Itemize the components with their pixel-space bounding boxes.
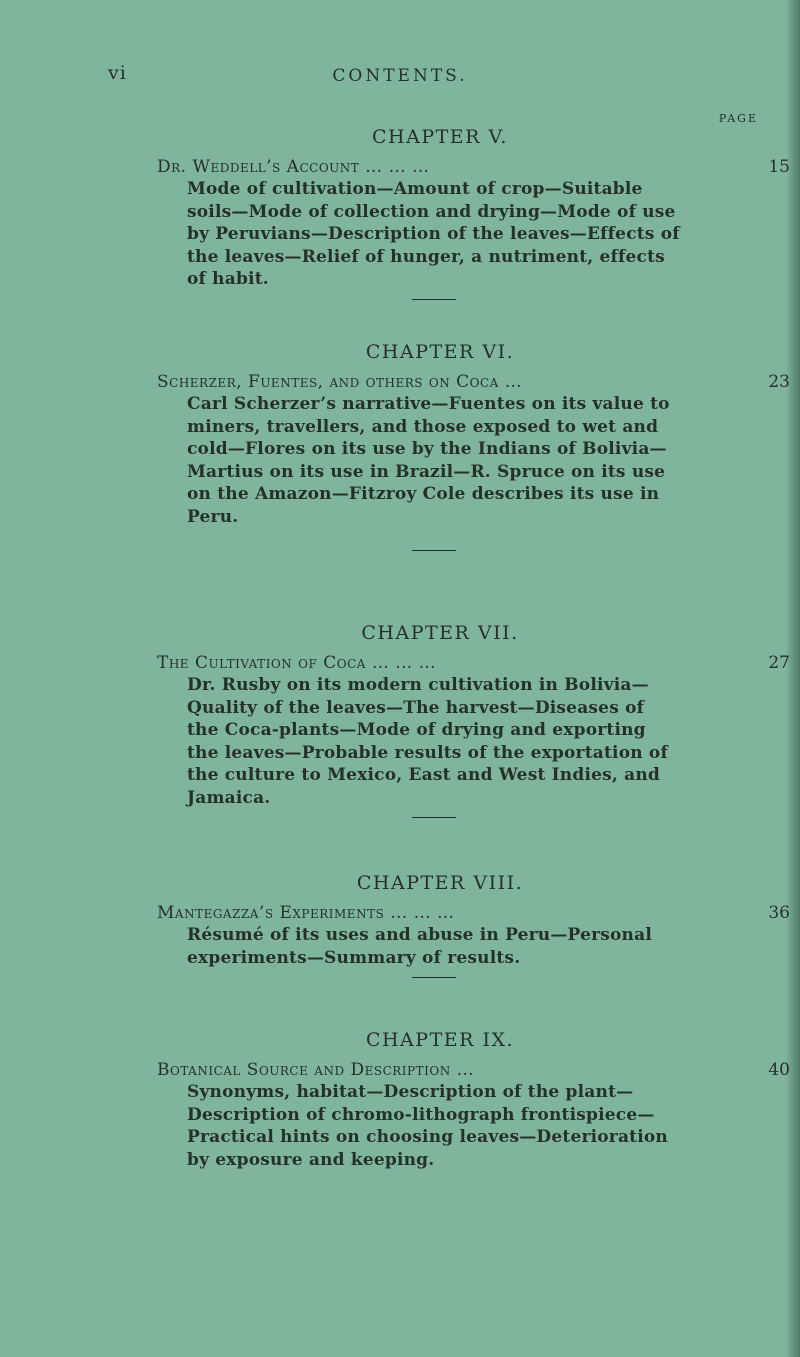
toc-entry (157, 902, 790, 924)
entry-page-number: 23 (768, 372, 790, 392)
entry-title: The Cultivation of Coca … … … (157, 653, 437, 673)
chapter-title: CHAPTER VIII. (356, 872, 524, 894)
entry-page-number: 15 (768, 157, 790, 177)
chapter-title: CHAPTER VI. (365, 341, 515, 363)
chapter-title: CHAPTER VII. (361, 622, 519, 644)
toc-entry (157, 652, 790, 674)
section-rule (412, 550, 456, 551)
chapter-title: CHAPTER V. (372, 126, 508, 148)
entry-title: Scherzer, Fuentes, and others on Coca … (157, 372, 523, 392)
entry-page-number: 36 (768, 903, 790, 923)
chapter-summary: Carl Scherzer’s narrative—Fuentes on its value to miners, travellers, and those exposed to wet and cold—Flores on its use by the Indians of Bolivia—Martius on its use in Brazil—R. Spruce on its use on the Amazon—Fitzroy Cole describes its use in Peru. (187, 394, 670, 527)
chapter-summary: Dr. Rusby on its modern cultivation in Bolivia—Quality of the leaves—The harvest—Diseases of the Coca-plants—Mode of drying and exporting the leaves—Probable results of the exportation of the culture to Mexico, East and West Indies, and Jamaica. (187, 675, 668, 808)
entry-title: Dr. Weddell’s Account … … … (157, 157, 430, 177)
toc-entry (157, 156, 790, 178)
entry-page-number: 27 (768, 653, 790, 673)
page-edge (786, 0, 800, 1357)
toc-entry (157, 1059, 790, 1081)
section-rule (412, 977, 456, 978)
chapter-summary: Mode of cultivation—Amount of crop—Suitable soils—Mode of collection and drying—Mode of use by Peruvians—Description of the leaves—Effects of the leaves—Relief of hunger, a nutriment, effects of habit. (187, 179, 680, 289)
chapter-viii (157, 872, 790, 978)
chapter-title: CHAPTER IX. (365, 1029, 515, 1051)
chapter-summary: Résumé of its uses and abuse in Peru—Personal experiments—Summary of results. (187, 925, 652, 968)
entry-page-number: 40 (768, 1060, 790, 1080)
chapter-summary: Synonyms, habitat—Description of the plant—Description of chromo-lithograph frontispiece—Practical hints on choosing leaves—Deterioration by exposure and keeping. (187, 1082, 668, 1170)
section-rule (412, 299, 456, 300)
chapter-vii (157, 622, 790, 818)
entry-title: Mantegazza’s Experiments … … … (157, 903, 455, 923)
entry-title: Botanical Source and Description … (157, 1060, 475, 1080)
page-column-label: PAGE (718, 112, 758, 125)
chapter-v (157, 126, 790, 300)
page-folio: vi (108, 62, 127, 84)
section-rule (412, 817, 456, 818)
running-title: CONTENTS. (332, 66, 468, 86)
chapter-vi (157, 341, 790, 551)
chapter-ix (157, 1029, 790, 1171)
toc-entry (157, 371, 790, 393)
running-head (0, 62, 800, 92)
